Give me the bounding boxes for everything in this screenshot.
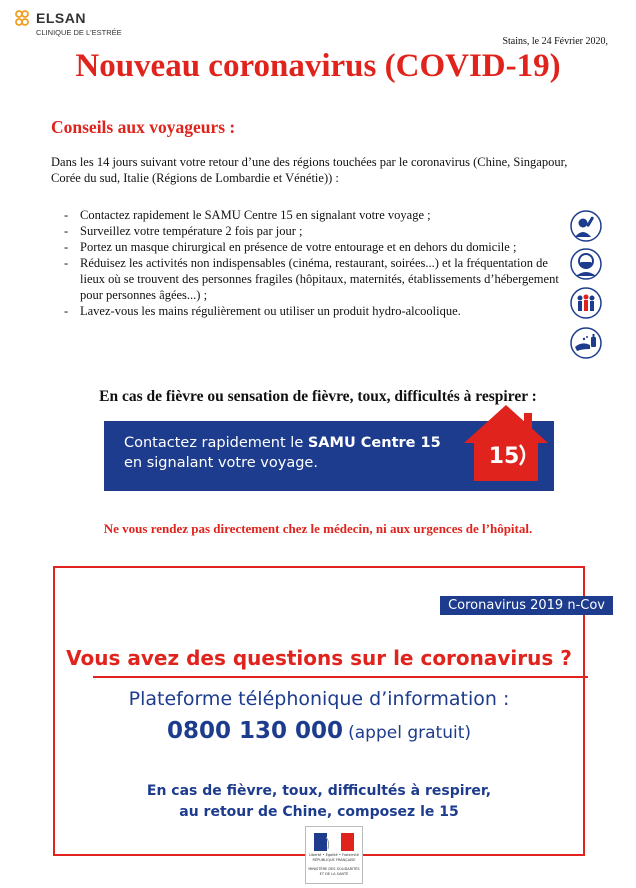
house-15-icon — [462, 403, 550, 483]
phone-note: (appel gratuit) — [348, 723, 472, 743]
advice-heading: Conseils aux voyageurs : — [51, 117, 236, 137]
elsan-logo-icon — [14, 10, 30, 26]
ncov-tag: Coronavirus 2019 n-Cov — [440, 596, 613, 615]
advice-item: - Lavez-vous les mains régulièrement ou utiliser un produit hydro-alcoolique. — [64, 303, 564, 319]
info-fever — [55, 781, 583, 823]
samu-line1-prefix: Contactez rapidement le — [124, 435, 308, 451]
samu-banner — [104, 421, 554, 491]
gov-motto: Liberté • Égalité • Fraternité — [309, 853, 359, 857]
brand-subtitle: CLINIQUE DE L'ESTRÉE — [36, 28, 122, 37]
group-people-icon — [570, 287, 602, 319]
warning-text: Ne vous rendez pas directement chez le médecin, ni aux urgences de l’hôpital. — [103, 521, 533, 536]
advice-item: - Réduisez les activités non indispensables (cinéma, restaurant, soirées...) et la fréquentation de lieux où se trouvent des personnes fragiles (hôpitaux, maternités, établissements d’hébergement pour personnes âgées...) ; — [64, 255, 564, 303]
thermometer-person-icon — [570, 210, 602, 242]
info-fever-line2: au retour de Chine, composez le 15 — [179, 804, 459, 820]
brand-name: ELSAN — [36, 10, 86, 26]
advice-item: - Portez un masque chirurgical en présence de votre entourage et en dehors du domicile ; — [64, 239, 564, 255]
advice-item: - Contactez rapidement le SAMU Centre 15 en signalant votre voyage ; — [64, 207, 564, 223]
phone-line — [55, 718, 583, 744]
mask-person-icon — [570, 248, 602, 280]
samu-line1-bold: SAMU Centre 15 — [307, 435, 441, 451]
ministry-logo — [305, 826, 363, 884]
info-box — [53, 566, 605, 856]
gov-republic: RÉPUBLIQUE FRANÇAISE — [312, 858, 356, 862]
advice-list — [64, 207, 564, 319]
fever-heading: En cas de fièvre ou sensation de fièvre, toux, difficultés à respirer : — [99, 388, 537, 405]
phone-number[interactable]: 0800 130 000 — [166, 718, 344, 744]
info-question: Vous avez des questions sur le coronavirus ? — [66, 646, 572, 670]
samu-line2: en signalant votre voyage. — [124, 455, 318, 471]
page-title: Nouveau coronavirus (COVID-19) — [75, 48, 561, 84]
info-platform: Plateforme téléphonique d’information : — [128, 688, 510, 710]
house-number: 15 — [488, 444, 520, 469]
document-date: Stains, le 24 Février 2020, — [502, 36, 608, 47]
french-flag-icon — [314, 833, 354, 851]
advice-item: - Surveillez votre température 2 fois par jour ; — [64, 223, 564, 239]
gov-ministry: MINISTÈRE DES SOLIDARITÉS ET DE LA SANTÉ — [308, 867, 360, 876]
info-fever-line1: En cas de fièvre, toux, difficultés à respirer, — [146, 783, 492, 799]
samu-banner-text — [124, 433, 441, 473]
hand-wash-icon — [570, 327, 602, 359]
question-underline — [93, 676, 588, 678]
advice-intro: Dans les 14 jours suivant votre retour d’une des régions touchées par le coronavirus (Chine, Singapour, Corée du sud, Italie (Régions de Lombardie et Vénétie)) : — [51, 155, 568, 185]
